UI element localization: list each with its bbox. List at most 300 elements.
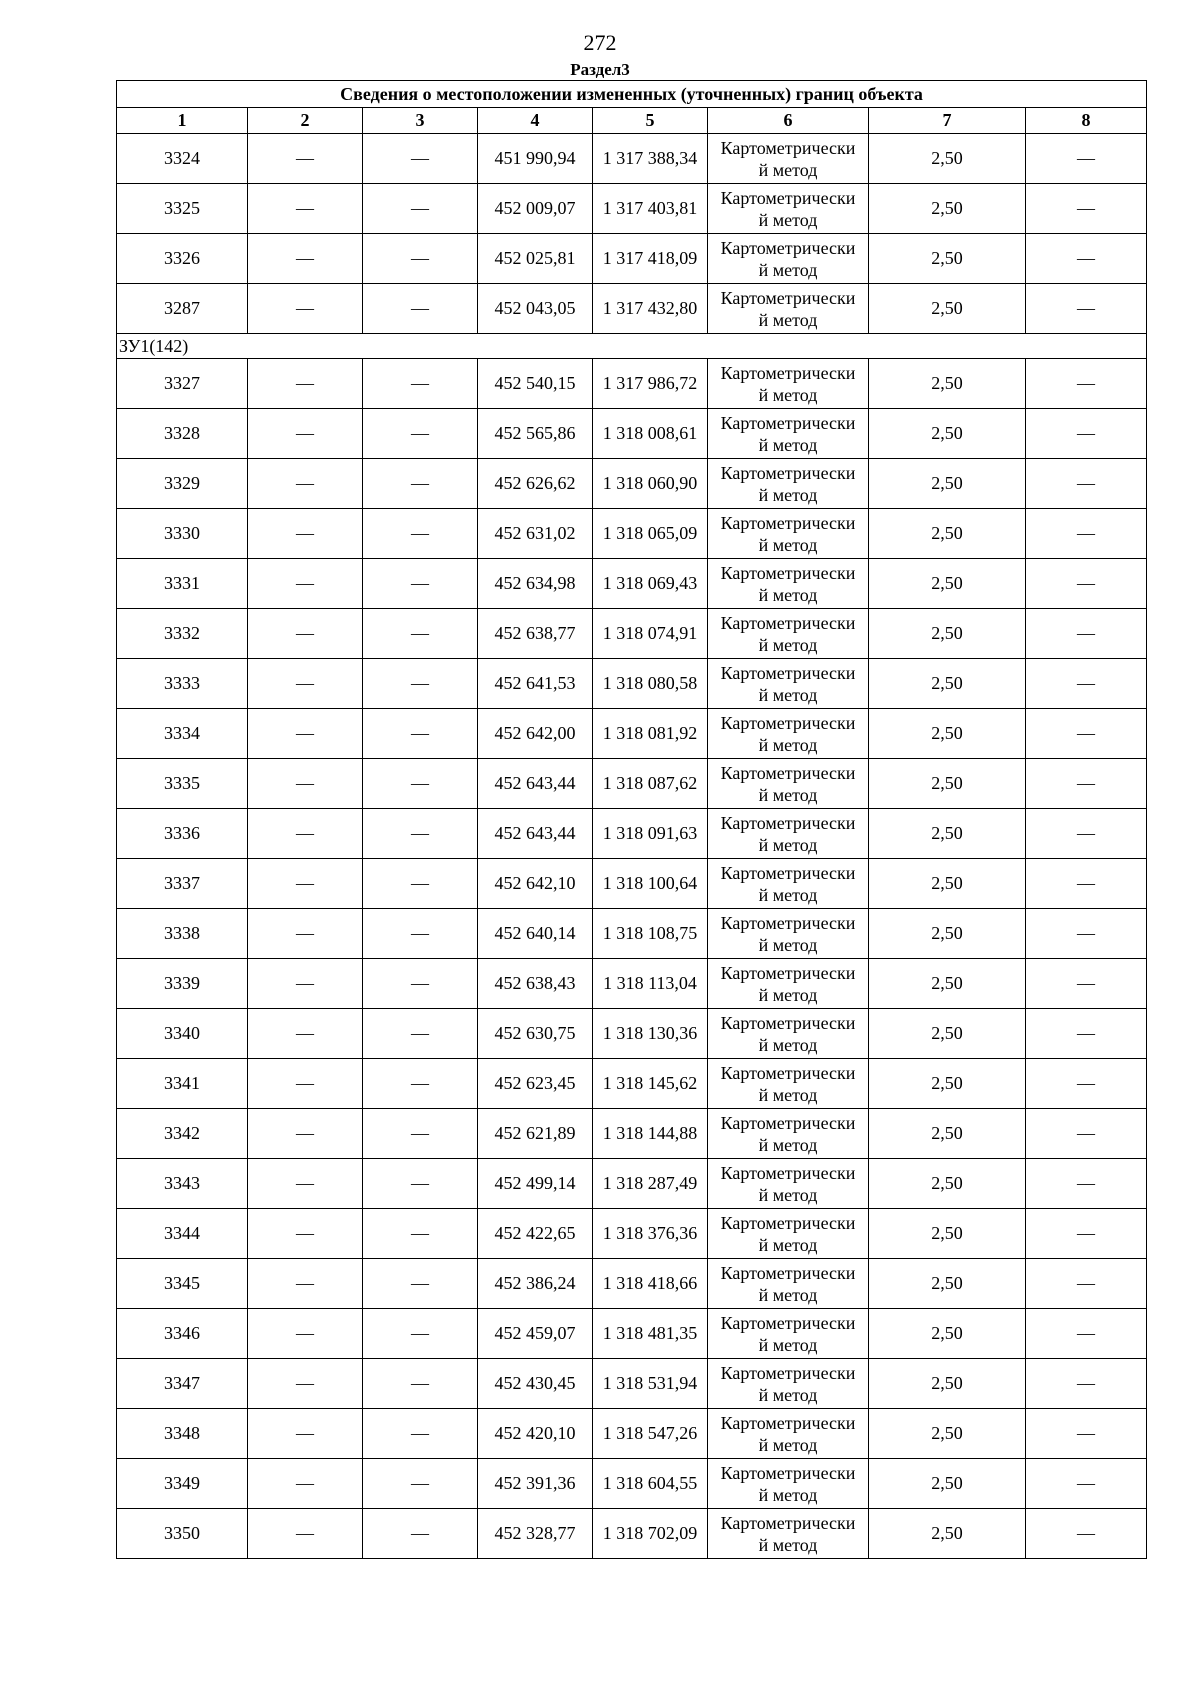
cell-col8: — <box>1026 359 1147 409</box>
cell-col2: — <box>248 359 363 409</box>
point-number: 3340 <box>117 1009 248 1059</box>
point-number: 3287 <box>117 284 248 334</box>
method-cell <box>708 609 869 659</box>
cell-col2: — <box>248 234 363 284</box>
coord-y: 1 318 418,66 <box>593 1259 708 1309</box>
coord-x: 452 626,62 <box>478 459 593 509</box>
coord-y: 1 318 108,75 <box>593 909 708 959</box>
method-line-2: й метод <box>758 1034 818 1055</box>
method-line-1: Картометрически <box>720 1012 856 1033</box>
method-line-2: й метод <box>758 1384 818 1405</box>
method-line-2: й метод <box>758 1084 818 1105</box>
point-number: 3335 <box>117 759 248 809</box>
method-line-2: й метод <box>758 734 818 755</box>
coord-y: 1 317 986,72 <box>593 359 708 409</box>
coord-x: 452 643,44 <box>478 759 593 809</box>
method-line-2: й метод <box>758 684 818 705</box>
table-row <box>117 1409 1147 1459</box>
method-line-1: Картометрически <box>720 1512 856 1533</box>
coord-y: 1 318 100,64 <box>593 859 708 909</box>
group-label: ЗУ1(142) <box>117 334 1147 359</box>
cell-col8: — <box>1026 609 1147 659</box>
accuracy: 2,50 <box>869 234 1026 284</box>
column-number: 1 <box>117 108 248 134</box>
method-line-2: й метод <box>758 384 818 405</box>
method-line-1: Картометрически <box>720 712 856 733</box>
cell-col2: — <box>248 659 363 709</box>
accuracy: 2,50 <box>869 184 1026 234</box>
cell-col3: — <box>363 134 478 184</box>
method-cell <box>708 184 869 234</box>
accuracy: 2,50 <box>869 709 1026 759</box>
point-number: 3329 <box>117 459 248 509</box>
method-line-1: Картометрически <box>720 1362 856 1383</box>
cell-col3: — <box>363 1359 478 1409</box>
accuracy: 2,50 <box>869 1409 1026 1459</box>
point-number: 3328 <box>117 409 248 459</box>
cell-col3: — <box>363 1509 478 1559</box>
point-number: 3339 <box>117 959 248 1009</box>
method-line-1: Картометрически <box>720 187 856 208</box>
table-row <box>117 1059 1147 1109</box>
method-line-2: й метод <box>758 1434 818 1455</box>
method-line-2: й метод <box>758 1284 818 1305</box>
cell-col2: — <box>248 1359 363 1409</box>
cell-col3: — <box>363 1459 478 1509</box>
coord-y: 1 318 376,36 <box>593 1209 708 1259</box>
coord-y: 1 317 403,81 <box>593 184 708 234</box>
coord-y: 1 318 130,36 <box>593 1009 708 1059</box>
section-title: Раздел3 <box>570 60 630 79</box>
point-number: 3350 <box>117 1509 248 1559</box>
point-number: 3343 <box>117 1159 248 1209</box>
coord-x: 452 430,45 <box>478 1359 593 1409</box>
coord-x: 452 631,02 <box>478 509 593 559</box>
table-row <box>117 134 1147 184</box>
point-number: 3346 <box>117 1309 248 1359</box>
cell-col3: — <box>363 759 478 809</box>
coord-y: 1 318 547,26 <box>593 1409 708 1459</box>
method-cell <box>708 234 869 284</box>
method-line-1: Картометрически <box>720 962 856 983</box>
method-line-2: й метод <box>758 259 818 280</box>
accuracy: 2,50 <box>869 1209 1026 1259</box>
cell-col3: — <box>363 1059 478 1109</box>
cell-col3: — <box>363 559 478 609</box>
method-cell <box>708 1109 869 1159</box>
accuracy: 2,50 <box>869 959 1026 1009</box>
table-row <box>117 409 1147 459</box>
cell-col2: — <box>248 559 363 609</box>
point-number: 3331 <box>117 559 248 609</box>
cell-col3: — <box>363 509 478 559</box>
method-line-2: й метод <box>758 584 818 605</box>
accuracy: 2,50 <box>869 1159 1026 1209</box>
column-number-row <box>117 108 1147 134</box>
point-number: 3345 <box>117 1259 248 1309</box>
table-caption: Сведения о местоположении измененных (уточненных) границ объекта <box>117 81 1147 108</box>
method-line-1: Картометрически <box>720 287 856 308</box>
coord-y: 1 318 702,09 <box>593 1509 708 1559</box>
table-row <box>117 959 1147 1009</box>
method-line-2: й метод <box>758 434 818 455</box>
method-cell <box>708 909 869 959</box>
point-number: 3341 <box>117 1059 248 1109</box>
cell-col3: — <box>363 709 478 759</box>
table-row <box>117 859 1147 909</box>
method-line-2: й метод <box>758 1234 818 1255</box>
method-cell <box>708 1359 869 1409</box>
coord-x: 452 634,98 <box>478 559 593 609</box>
coord-y: 1 318 604,55 <box>593 1459 708 1509</box>
accuracy: 2,50 <box>869 284 1026 334</box>
method-cell <box>708 709 869 759</box>
accuracy: 2,50 <box>869 359 1026 409</box>
method-line-2: й метод <box>758 934 818 955</box>
cell-col2: — <box>248 184 363 234</box>
coord-x: 452 643,44 <box>478 809 593 859</box>
cell-col2: — <box>248 409 363 459</box>
cell-col2: — <box>248 509 363 559</box>
method-cell <box>708 559 869 609</box>
table-row <box>117 1209 1147 1259</box>
cell-col2: — <box>248 134 363 184</box>
method-line-1: Картометрически <box>720 362 856 383</box>
coord-y: 1 318 065,09 <box>593 509 708 559</box>
coord-x: 452 422,65 <box>478 1209 593 1259</box>
method-line-2: й метод <box>758 1334 818 1355</box>
coord-x: 452 641,53 <box>478 659 593 709</box>
coord-y: 1 318 080,58 <box>593 659 708 709</box>
cell-col3: — <box>363 1159 478 1209</box>
method-line-2: й метод <box>758 884 818 905</box>
coord-x: 452 025,81 <box>478 234 593 284</box>
method-cell <box>708 1209 869 1259</box>
method-line-1: Картометрически <box>720 612 856 633</box>
coord-y: 1 318 060,90 <box>593 459 708 509</box>
cell-col3: — <box>363 659 478 709</box>
coord-x: 452 540,15 <box>478 359 593 409</box>
cell-col3: — <box>363 809 478 859</box>
method-line-1: Картометрически <box>720 1412 856 1433</box>
table-row <box>117 709 1147 759</box>
coord-y: 1 318 113,04 <box>593 959 708 1009</box>
cell-col8: — <box>1026 959 1147 1009</box>
cell-col2: — <box>248 1159 363 1209</box>
accuracy: 2,50 <box>869 409 1026 459</box>
coord-y: 1 318 287,49 <box>593 1159 708 1209</box>
cell-col8: — <box>1026 1459 1147 1509</box>
accuracy: 2,50 <box>869 859 1026 909</box>
coord-y: 1 317 418,09 <box>593 234 708 284</box>
column-number: 5 <box>593 108 708 134</box>
column-number: 6 <box>708 108 869 134</box>
coord-x: 452 638,77 <box>478 609 593 659</box>
method-line-2: й метод <box>758 784 818 805</box>
method-cell <box>708 809 869 859</box>
cell-col2: — <box>248 1009 363 1059</box>
accuracy: 2,50 <box>869 609 1026 659</box>
method-line-2: й метод <box>758 1134 818 1155</box>
cell-col8: — <box>1026 1159 1147 1209</box>
cell-col3: — <box>363 859 478 909</box>
method-cell <box>708 1459 869 1509</box>
method-line-1: Картометрически <box>720 912 856 933</box>
method-cell <box>708 1309 869 1359</box>
accuracy: 2,50 <box>869 759 1026 809</box>
method-line-1: Картометрически <box>720 412 856 433</box>
cell-col3: — <box>363 284 478 334</box>
method-line-2: й метод <box>758 1534 818 1555</box>
boundary-coordinates-table <box>116 80 1147 1559</box>
cell-col8: — <box>1026 459 1147 509</box>
accuracy: 2,50 <box>869 1009 1026 1059</box>
method-cell <box>708 959 869 1009</box>
accuracy: 2,50 <box>869 659 1026 709</box>
method-line-1: Картометрически <box>720 862 856 883</box>
cell-col8: — <box>1026 284 1147 334</box>
cell-col2: — <box>248 1309 363 1359</box>
point-number: 3336 <box>117 809 248 859</box>
method-cell <box>708 1059 869 1109</box>
cell-col2: — <box>248 809 363 859</box>
coord-y: 1 317 432,80 <box>593 284 708 334</box>
method-line-2: й метод <box>758 159 818 180</box>
accuracy: 2,50 <box>869 134 1026 184</box>
coord-x: 452 459,07 <box>478 1309 593 1359</box>
cell-col8: — <box>1026 909 1147 959</box>
point-number: 3344 <box>117 1209 248 1259</box>
method-line-1: Картометрически <box>720 1462 856 1483</box>
accuracy: 2,50 <box>869 909 1026 959</box>
cell-col2: — <box>248 1459 363 1509</box>
method-cell <box>708 1159 869 1209</box>
method-line-1: Картометрически <box>720 662 856 683</box>
method-line-1: Картометрически <box>720 1212 856 1233</box>
coord-x: 452 642,00 <box>478 709 593 759</box>
coord-x: 452 391,36 <box>478 1459 593 1509</box>
table-row <box>117 559 1147 609</box>
cell-col8: — <box>1026 709 1147 759</box>
method-cell <box>708 759 869 809</box>
cell-col2: — <box>248 1509 363 1559</box>
cell-col3: — <box>363 1209 478 1259</box>
method-line-2: й метод <box>758 209 818 230</box>
cell-col3: — <box>363 1259 478 1309</box>
coord-y: 1 318 481,35 <box>593 1309 708 1359</box>
table-row <box>117 1509 1147 1559</box>
method-cell <box>708 1009 869 1059</box>
cell-col8: — <box>1026 559 1147 609</box>
coord-y: 1 318 081,92 <box>593 709 708 759</box>
method-line-1: Картометрически <box>720 1262 856 1283</box>
method-cell <box>708 134 869 184</box>
point-number: 3333 <box>117 659 248 709</box>
method-line-1: Картометрически <box>720 812 856 833</box>
accuracy: 2,50 <box>869 1459 1026 1509</box>
point-number: 3332 <box>117 609 248 659</box>
coord-x: 452 009,07 <box>478 184 593 234</box>
coord-x: 452 630,75 <box>478 1009 593 1059</box>
method-line-1: Картометрически <box>720 562 856 583</box>
cell-col2: — <box>248 859 363 909</box>
accuracy: 2,50 <box>869 1509 1026 1559</box>
cell-col3: — <box>363 1009 478 1059</box>
method-line-2: й метод <box>758 634 818 655</box>
accuracy: 2,50 <box>869 809 1026 859</box>
coord-x: 452 043,05 <box>478 284 593 334</box>
cell-col8: — <box>1026 184 1147 234</box>
accuracy: 2,50 <box>869 1309 1026 1359</box>
cell-col2: — <box>248 959 363 1009</box>
table-row <box>117 1009 1147 1059</box>
cell-col3: — <box>363 959 478 1009</box>
table-row <box>117 809 1147 859</box>
method-line-2: й метод <box>758 309 818 330</box>
cell-col8: — <box>1026 1059 1147 1109</box>
method-line-2: й метод <box>758 1484 818 1505</box>
cell-col2: — <box>248 909 363 959</box>
point-number: 3342 <box>117 1109 248 1159</box>
table-row <box>117 509 1147 559</box>
method-line-1: Картометрически <box>720 137 856 158</box>
cell-col8: — <box>1026 1209 1147 1259</box>
coord-x: 452 328,77 <box>478 1509 593 1559</box>
cell-col3: — <box>363 609 478 659</box>
coord-y: 1 318 144,88 <box>593 1109 708 1159</box>
point-number: 3349 <box>117 1459 248 1509</box>
cell-col3: — <box>363 409 478 459</box>
cell-col2: — <box>248 1259 363 1309</box>
group-row <box>117 334 1147 359</box>
table-row <box>117 1109 1147 1159</box>
table-row <box>117 1359 1147 1409</box>
method-cell <box>708 409 869 459</box>
point-number: 3326 <box>117 234 248 284</box>
cell-col3: — <box>363 1309 478 1359</box>
method-cell <box>708 284 869 334</box>
coord-x: 452 386,24 <box>478 1259 593 1309</box>
cell-col3: — <box>363 459 478 509</box>
method-line-1: Картометрически <box>720 1062 856 1083</box>
method-line-1: Картометрически <box>720 762 856 783</box>
cell-col2: — <box>248 1059 363 1109</box>
method-line-2: й метод <box>758 534 818 555</box>
point-number: 3327 <box>117 359 248 409</box>
cell-col3: — <box>363 1109 478 1159</box>
coord-y: 1 318 069,43 <box>593 559 708 609</box>
method-line-1: Картометрически <box>720 1162 856 1183</box>
cell-col2: — <box>248 1209 363 1259</box>
method-line-1: Картометрически <box>720 512 856 533</box>
cell-col2: — <box>248 459 363 509</box>
cell-col8: — <box>1026 659 1147 709</box>
accuracy: 2,50 <box>869 1109 1026 1159</box>
point-number: 3330 <box>117 509 248 559</box>
point-number: 3334 <box>117 709 248 759</box>
table-row <box>117 659 1147 709</box>
method-cell <box>708 1409 869 1459</box>
cell-col8: — <box>1026 1259 1147 1309</box>
coord-x: 452 499,14 <box>478 1159 593 1209</box>
coord-y: 1 317 388,34 <box>593 134 708 184</box>
cell-col8: — <box>1026 1109 1147 1159</box>
accuracy: 2,50 <box>869 1359 1026 1409</box>
method-cell <box>708 659 869 709</box>
coord-x: 452 640,14 <box>478 909 593 959</box>
method-cell <box>708 359 869 409</box>
column-number: 3 <box>363 108 478 134</box>
cell-col2: — <box>248 1409 363 1459</box>
table-row <box>117 1259 1147 1309</box>
cell-col3: — <box>363 909 478 959</box>
accuracy: 2,50 <box>869 509 1026 559</box>
coord-y: 1 318 074,91 <box>593 609 708 659</box>
table-row <box>117 609 1147 659</box>
method-cell <box>708 1509 869 1559</box>
point-number: 3347 <box>117 1359 248 1409</box>
coord-x: 452 638,43 <box>478 959 593 1009</box>
table-row <box>117 909 1147 959</box>
column-number: 8 <box>1026 108 1147 134</box>
method-line-1: Картометрически <box>720 237 856 258</box>
cell-col8: — <box>1026 134 1147 184</box>
coord-x: 452 420,10 <box>478 1409 593 1459</box>
table-row <box>117 459 1147 509</box>
cell-col8: — <box>1026 409 1147 459</box>
cell-col8: — <box>1026 759 1147 809</box>
coord-y: 1 318 087,62 <box>593 759 708 809</box>
point-number: 3325 <box>117 184 248 234</box>
cell-col8: — <box>1026 1359 1147 1409</box>
cell-col3: — <box>363 184 478 234</box>
coord-y: 1 318 008,61 <box>593 409 708 459</box>
cell-col2: — <box>248 709 363 759</box>
table-row <box>117 759 1147 809</box>
cell-col3: — <box>363 359 478 409</box>
coord-x: 451 990,94 <box>478 134 593 184</box>
method-line-2: й метод <box>758 484 818 505</box>
table-row <box>117 284 1147 334</box>
cell-col2: — <box>248 609 363 659</box>
method-cell <box>708 459 869 509</box>
cell-col8: — <box>1026 1009 1147 1059</box>
coord-x: 452 623,45 <box>478 1059 593 1109</box>
coord-x: 452 621,89 <box>478 1109 593 1159</box>
coord-y: 1 318 145,62 <box>593 1059 708 1109</box>
column-number: 7 <box>869 108 1026 134</box>
cell-col8: — <box>1026 509 1147 559</box>
cell-col3: — <box>363 1409 478 1459</box>
accuracy: 2,50 <box>869 1259 1026 1309</box>
cell-col8: — <box>1026 1409 1147 1459</box>
method-line-2: й метод <box>758 1184 818 1205</box>
cell-col2: — <box>248 1109 363 1159</box>
method-line-1: Картометрически <box>720 1312 856 1333</box>
method-line-2: й метод <box>758 984 818 1005</box>
table-row <box>117 1309 1147 1359</box>
coord-x: 452 565,86 <box>478 409 593 459</box>
accuracy: 2,50 <box>869 1059 1026 1109</box>
coord-y: 1 318 091,63 <box>593 809 708 859</box>
cell-col8: — <box>1026 1509 1147 1559</box>
method-line-1: Картометрически <box>720 462 856 483</box>
point-number: 3338 <box>117 909 248 959</box>
column-number: 2 <box>248 108 363 134</box>
method-line-2: й метод <box>758 834 818 855</box>
method-line-1: Картометрически <box>720 1112 856 1133</box>
cell-col2: — <box>248 284 363 334</box>
